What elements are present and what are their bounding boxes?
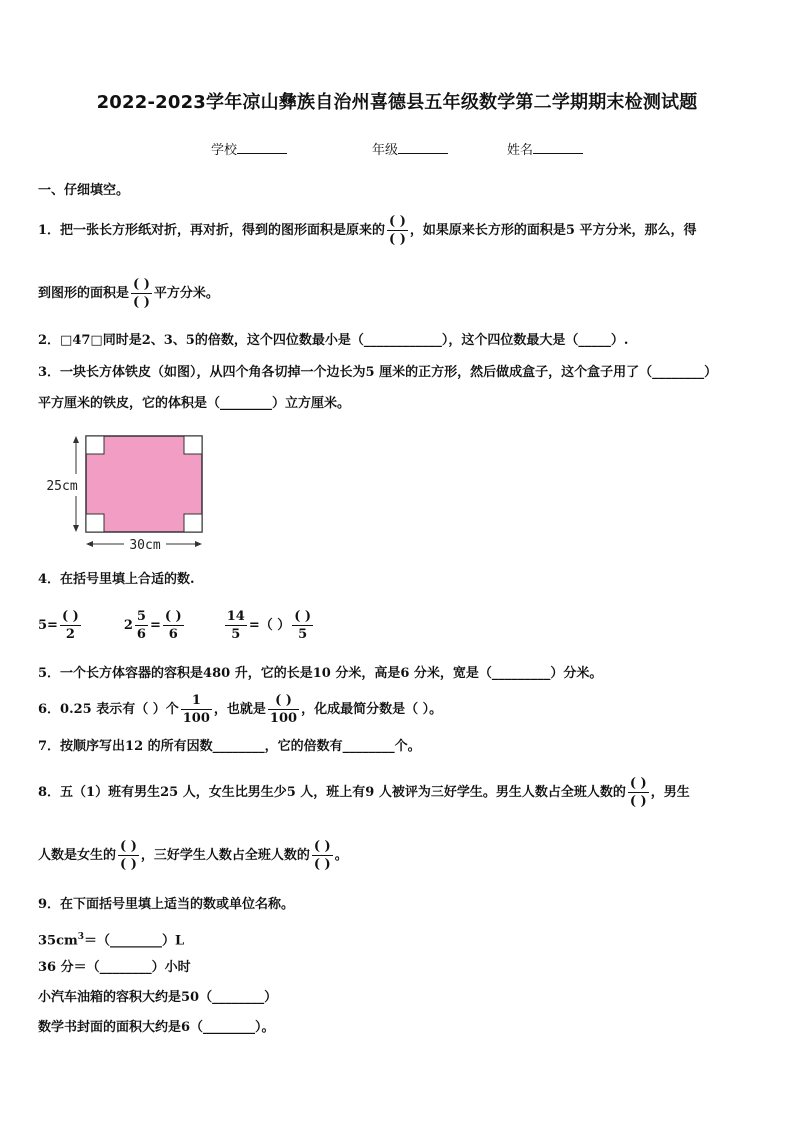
question-9: 9．在下面括号里填上适当的数或单位名称。 bbox=[38, 897, 295, 912]
page-title: 2022-2023学年凉山彝族自治州喜德县五年级数学第二学期期末检测试题 bbox=[96, 92, 698, 113]
cut-corner-top-left bbox=[86, 436, 104, 454]
question-6: 6．0.25 表示有（ ）个 $\frac{1}{100}$ ，也就是 $\frac{( )}{100}$ ，化成最简分数是（ ）。 bbox=[38, 693, 443, 726]
sheet-figure bbox=[40, 430, 215, 555]
question-4: 4．在括号里填上合适的数. bbox=[38, 572, 195, 587]
fraction-blank[interactable]: $\frac{( )}{( )}$ bbox=[313, 839, 331, 872]
fraction-blank[interactable]: $\frac{( )}{( )}$ bbox=[629, 776, 647, 809]
cut-corner-bottom-left bbox=[86, 514, 104, 532]
question-1-line-1: 1．把一张长方形纸对折，再对折，得到的图形面积是原来的 $\frac{( )}{( )}$ ，如果原来长方形的面积是5 平方分米，那么，得 bbox=[38, 214, 697, 247]
question-7: 7．按顺序写出12 的所有因数________，它的倍数有________个。 bbox=[38, 739, 421, 754]
question-5: 5．一个长方体容器的容积是480 升，它的长是10 分米，高是6 分米，宽是（_________）分米。 bbox=[38, 666, 603, 681]
cut-corner-bottom-right bbox=[184, 514, 202, 532]
question-4-expressions: 5= $\frac{( )}{2}$ 2 $\frac{5}{6}$ = $\frac{( )}{6}$ $\frac{14}{5}$ =（ ） $\frac{( )}{5}$ bbox=[38, 609, 312, 642]
question-9-item-1: $35cm^3=(\_\_\_\_\_\_\_\_)L$ bbox=[38, 932, 185, 949]
arrow-right-icon bbox=[195, 541, 202, 547]
cut-corner-top-right bbox=[184, 436, 202, 454]
question-8-line-2: 人数是女生的 $\frac{( )}{( )}$ ，三好学生人数占全班人数的 $\frac{( )}{( )}$ 。 bbox=[38, 839, 348, 872]
fraction-blank[interactable]: $\frac{( )}{100}$ bbox=[269, 693, 298, 726]
width-label: 30cm bbox=[129, 538, 161, 553]
fraction-one-hundredth: $\frac{1}{100}$ bbox=[182, 693, 210, 726]
arrow-left-icon bbox=[86, 541, 93, 547]
school-field[interactable] bbox=[211, 141, 287, 160]
improper-fraction: $\frac{14}{5}$ bbox=[226, 609, 245, 642]
name-field[interactable] bbox=[507, 141, 583, 160]
question-9-item-3: 小汽车油箱的容积大约是50（________） bbox=[38, 990, 278, 1005]
arrow-down-icon bbox=[73, 525, 79, 532]
name-label: 姓名 bbox=[507, 143, 534, 158]
grade-field[interactable] bbox=[372, 141, 448, 160]
arrow-up-icon bbox=[73, 436, 79, 443]
question-3-line-2: 平方厘米的铁皮，它的体积是（________）立方厘米。 bbox=[38, 396, 351, 411]
question-2: 2．□47□同时是2、3、5的倍数，这个四位数最小是（____________），这个四位数最大是（_____）. bbox=[38, 333, 629, 348]
section-heading: 一、仔细填空。 bbox=[38, 183, 130, 198]
fraction-blank[interactable]: $\frac{( )}{6}$ bbox=[164, 609, 182, 642]
question-9-item-2: 36 分＝（________）小时 bbox=[38, 960, 191, 975]
grade-label: 年级 bbox=[372, 143, 399, 158]
fraction-blank[interactable]: $\frac{( )}{( )}$ bbox=[389, 214, 406, 247]
mixed-fraction: $\frac{5}{6}$ bbox=[136, 609, 146, 642]
question-8-line-1: 8．五（1）班有男生25 人，女生比男生少5 人，班上有9 人被评为三好学生。男生人数占全班人数的 $\frac{( )}{( )}$ ，男生 bbox=[38, 776, 690, 809]
fraction-blank[interactable]: $\frac{( )}{5}$ bbox=[294, 609, 312, 642]
question-3-line-1: 3．一块长方体铁皮（如图），从四个角各切掉一个边长为5 厘米的正方形，然后做成盒子，这个盒子用了（________） bbox=[38, 365, 718, 380]
question-1-line-2: 到图形的面积是 $\frac{( )}{( )}$ 平方分米。 bbox=[38, 277, 219, 310]
school-label: 学校 bbox=[211, 143, 238, 158]
question-9-item-4: 数学书封面的面积大约是6（________）。 bbox=[38, 1020, 275, 1035]
height-label: 25cm bbox=[46, 479, 78, 494]
fraction-blank[interactable]: $\frac{( )}{( )}$ bbox=[133, 277, 150, 310]
fraction-blank[interactable]: $\frac{( )}{( )}$ bbox=[120, 839, 137, 872]
fraction-blank[interactable]: $\frac{( )}{2}$ bbox=[61, 609, 79, 642]
